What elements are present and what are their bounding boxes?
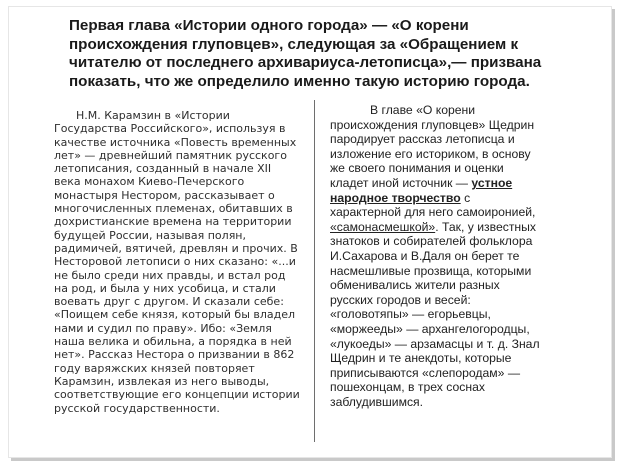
text-line: «Поищем себе князя, который бы владел: [54, 308, 296, 322]
column-divider: [314, 100, 315, 442]
text-line: обменивались жители разных: [330, 278, 500, 293]
text-line: Щедрин и те анекдоты, которые: [330, 351, 512, 366]
text-line: [330, 176, 590, 191]
text-line: Государства Российского», используя в: [54, 122, 286, 136]
text-line: русской государственности.: [54, 401, 220, 415]
highlighted-phrase: народное творчество: [330, 190, 461, 205]
text-line: В главе «О корени: [370, 103, 476, 117]
heading-line: читателю от последнего архивариуса-летописца»,— призвана: [69, 54, 542, 71]
text-line: многочисленных племенах, обитавших в: [54, 202, 293, 216]
text-line: лет» — древнейший памятник русского: [54, 148, 287, 162]
text-line: соответствующие его концепции истории: [54, 388, 300, 402]
text-line: происхождения глуповцев» Щедрин: [330, 117, 535, 132]
text-line: дохристианские времена на территории: [54, 215, 292, 229]
text-line: году варяжских князей повторяет: [54, 361, 255, 375]
text-line: будущей России, называя полян,: [54, 228, 246, 242]
text-line: характерной для него самоиронией,: [330, 205, 536, 220]
heading-line: Первая глава «Истории одного города» — «О корени: [69, 17, 469, 34]
text-line: знатоков и собирателей фольклора: [330, 234, 533, 249]
shchedrin-text-column: [330, 103, 590, 409]
text-line: насмешливые прозвища, которыми: [330, 263, 532, 278]
text-line: пародирует рассказ летописца и: [330, 132, 515, 147]
text-line: нет». Рассказ Нестора о призвании в 862: [54, 348, 295, 362]
text-fragment: кладет иной источник —: [330, 175, 472, 190]
text-line: И.Сахарова и В.Даля он берет те: [330, 248, 520, 263]
text-line: же своего понимания и оценки: [330, 161, 504, 176]
karamzin-text-column: [54, 109, 309, 415]
text-line: пошехонцам, в трех соснах: [330, 380, 485, 395]
text-line: не было среди них правды, и встал род: [54, 268, 286, 282]
text-line: «лукоеды» — арзамасцы и т. д. Знал: [330, 336, 540, 351]
text-line: [330, 220, 590, 235]
text-line: Карамзин, извлекая из него выводы,: [54, 374, 270, 388]
underlined-phrase: «самонасмешкой»: [330, 219, 436, 234]
text-line: русских городов и весей:: [330, 292, 471, 307]
text-line: радимичей, вятичей, древлян и прочих. В: [54, 241, 298, 255]
text-line: [330, 191, 590, 206]
text-line: «головотяпы» — егорьевцы,: [330, 307, 491, 322]
text-line: заблудившимся.: [330, 394, 424, 409]
slide-heading: [69, 17, 589, 91]
text-line: «моржееды» — архангелогородцы,: [330, 321, 530, 336]
text-line: монастыря Нестором, рассказывает о: [54, 188, 275, 202]
text-line: Несторовой летописи о них сказано: «...и: [54, 255, 296, 269]
text-line: нами и судил по праву». Ибо: «Земля: [54, 321, 272, 335]
text-fragment: с: [460, 190, 471, 205]
text-line: летописания, созданный в начале XII: [54, 162, 272, 176]
text-line: на род, и была у них усобица, и стали: [54, 281, 276, 295]
text-line: наша велика и обильна, а порядка в ней: [54, 335, 292, 349]
text-line: Н.М. Карамзин в «Истории: [76, 109, 230, 122]
text-line: воевать друг с другом. И сказали себе:: [54, 295, 284, 309]
heading-line: показать, что же определило именно такую историю города.: [69, 72, 530, 90]
text-line: века монахом Киево-Печерского: [54, 175, 245, 189]
text-fragment: . Так, у известных: [435, 219, 536, 234]
highlighted-phrase: устное: [471, 175, 513, 190]
text-line: качестве источника «Повесть временных: [54, 135, 297, 149]
text-line: приписываются «слепородам» —: [330, 365, 521, 380]
text-line: изложение его историком, в основу: [330, 146, 531, 161]
heading-line: происхождения глуповцев», следующая за «Обращением к: [69, 35, 519, 53]
